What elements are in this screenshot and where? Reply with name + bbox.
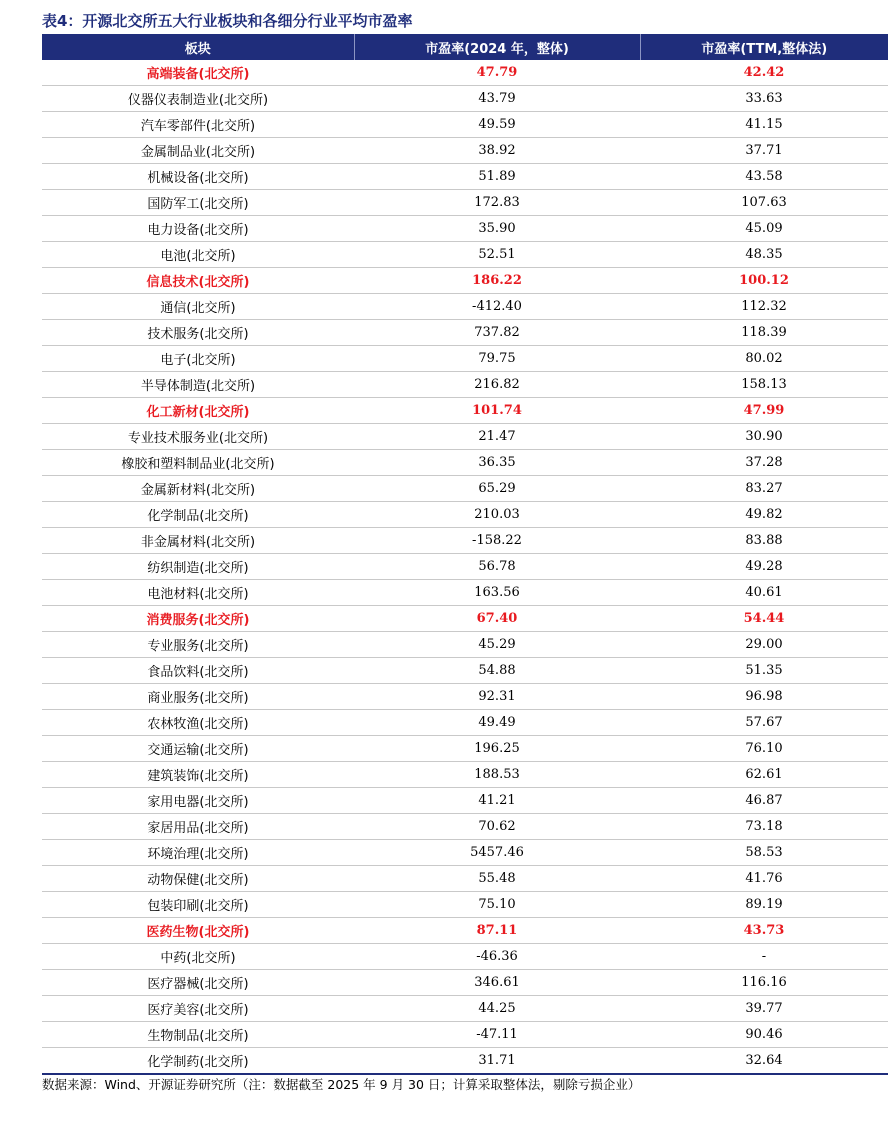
table-row (42, 840, 888, 866)
pe-2024-cell: 49.59 (354, 112, 640, 138)
pe-ttm-cell: 33.63 (640, 86, 888, 112)
industry-name-cell: 家用电器(北交所) (42, 788, 354, 814)
pe-2024-cell: 5457.46 (354, 840, 640, 866)
pe-ttm-cell: 49.28 (640, 554, 888, 580)
industry-name-cell: 专业服务(北交所) (42, 632, 354, 658)
industry-name-cell: 交通运输(北交所) (42, 736, 354, 762)
pe-2024-cell: 52.51 (354, 242, 640, 268)
table-row (42, 814, 888, 840)
industry-name-cell: 技术服务(北交所) (42, 320, 354, 346)
table-row (42, 970, 888, 996)
table-body (42, 60, 888, 1074)
pe-2024-cell: -46.36 (354, 944, 640, 970)
pe-ttm-cell: 62.61 (640, 762, 888, 788)
table-row (42, 346, 888, 372)
pe-2024-cell: 47.79 (354, 60, 640, 86)
industry-name-cell: 化工新材(北交所) (42, 398, 354, 424)
industry-name-cell: 信息技术(北交所) (42, 268, 354, 294)
source-note: 数据来源：Wind、开源证券研究所（注：数据截至 2025 年 9 月 30 日；计算采取整体法，剔除亏损企业） (42, 1077, 641, 1092)
table-row (42, 216, 888, 242)
header-row (42, 34, 888, 60)
pe-2024-cell: -47.11 (354, 1022, 640, 1048)
pe-ttm-cell: 39.77 (640, 996, 888, 1022)
pe-2024-cell: 186.22 (354, 268, 640, 294)
pe-ttm-cell: 83.27 (640, 476, 888, 502)
pe-ttm-cell: 80.02 (640, 346, 888, 372)
pe-2024-cell: -412.40 (354, 294, 640, 320)
pe-2024-cell: 163.56 (354, 580, 640, 606)
industry-name-cell: 生物制品(北交所) (42, 1022, 354, 1048)
industry-name-cell: 橡胶和塑料制品业(北交所) (42, 450, 354, 476)
pe-2024-cell: 49.49 (354, 710, 640, 736)
industry-name-cell: 消费服务(北交所) (42, 606, 354, 632)
pe-2024-cell: 21.47 (354, 424, 640, 450)
table-row (42, 580, 888, 606)
pe-ttm-cell: 83.88 (640, 528, 888, 554)
table-row (42, 424, 888, 450)
industry-name-cell: 医药生物(北交所) (42, 918, 354, 944)
table-row (42, 138, 888, 164)
pe-2024-cell: 196.25 (354, 736, 640, 762)
header-sector: 板块 (42, 34, 354, 60)
pe-2024-cell: 70.62 (354, 814, 640, 840)
industry-name-cell: 中药(北交所) (42, 944, 354, 970)
table-row (42, 294, 888, 320)
pe-ttm-cell: 76.10 (640, 736, 888, 762)
table-row (42, 112, 888, 138)
industry-name-cell: 非金属材料(北交所) (42, 528, 354, 554)
industry-name-cell: 环境治理(北交所) (42, 840, 354, 866)
pe-ttm-cell: 100.12 (640, 268, 888, 294)
pe-ttm-cell: 46.87 (640, 788, 888, 814)
pe-ttm-cell: 90.46 (640, 1022, 888, 1048)
pe-ttm-cell: 40.61 (640, 580, 888, 606)
industry-name-cell: 通信(北交所) (42, 294, 354, 320)
pe-2024-cell: 36.35 (354, 450, 640, 476)
table-row (42, 476, 888, 502)
industry-name-cell: 动物保健(北交所) (42, 866, 354, 892)
industry-name-cell: 医疗器械(北交所) (42, 970, 354, 996)
pe-ttm-cell: 29.00 (640, 632, 888, 658)
sector-row (42, 268, 888, 294)
industry-name-cell: 电力设备(北交所) (42, 216, 354, 242)
pe-2024-cell: 737.82 (354, 320, 640, 346)
pe-ttm-cell: 107.63 (640, 190, 888, 216)
industry-name-cell: 建筑装饰(北交所) (42, 762, 354, 788)
table-row (42, 944, 888, 970)
pe-ttm-cell: 158.13 (640, 372, 888, 398)
pe-ttm-cell: 118.39 (640, 320, 888, 346)
table-row (42, 242, 888, 268)
industry-name-cell: 农林牧渔(北交所) (42, 710, 354, 736)
pe-2024-cell: 45.29 (354, 632, 640, 658)
sector-row (42, 60, 888, 86)
pe-ttm-cell: 43.58 (640, 164, 888, 190)
header-pe-2024: 市盈率(2024 年，整体) (354, 34, 640, 60)
sector-row (42, 398, 888, 424)
industry-name-cell: 仪器仪表制造业(北交所) (42, 86, 354, 112)
table-header (42, 34, 888, 60)
pe-2024-cell: 67.40 (354, 606, 640, 632)
pe-ratio-table (42, 34, 888, 1075)
pe-2024-cell: 216.82 (354, 372, 640, 398)
pe-ttm-cell: 49.82 (640, 502, 888, 528)
table-row (42, 190, 888, 216)
pe-2024-cell: 101.74 (354, 398, 640, 424)
pe-2024-cell: 79.75 (354, 346, 640, 372)
pe-2024-cell: 172.83 (354, 190, 640, 216)
table-row (42, 528, 888, 554)
table-row (42, 684, 888, 710)
table-row (42, 632, 888, 658)
industry-name-cell: 化学制品(北交所) (42, 502, 354, 528)
pe-ttm-cell: 51.35 (640, 658, 888, 684)
pe-ttm-cell: 58.53 (640, 840, 888, 866)
industry-name-cell: 金属制品业(北交所) (42, 138, 354, 164)
pe-2024-cell: 35.90 (354, 216, 640, 242)
industry-name-cell: 机械设备(北交所) (42, 164, 354, 190)
pe-ttm-cell: - (640, 944, 888, 970)
pe-ttm-cell: 73.18 (640, 814, 888, 840)
pe-ttm-cell: 89.19 (640, 892, 888, 918)
industry-name-cell: 电池(北交所) (42, 242, 354, 268)
table-row (42, 762, 888, 788)
industry-name-cell: 专业技术服务业(北交所) (42, 424, 354, 450)
pe-2024-cell: 188.53 (354, 762, 640, 788)
table-row (42, 892, 888, 918)
table-row (42, 710, 888, 736)
industry-name-cell: 纺织制造(北交所) (42, 554, 354, 580)
pe-ttm-cell: 37.71 (640, 138, 888, 164)
table-row (42, 1022, 888, 1048)
sector-row (42, 606, 888, 632)
industry-name-cell: 国防军工(北交所) (42, 190, 354, 216)
table-row (42, 736, 888, 762)
industry-name-cell: 电池材料(北交所) (42, 580, 354, 606)
table-row (42, 450, 888, 476)
industry-name-cell: 汽车零部件(北交所) (42, 112, 354, 138)
pe-ttm-cell: 57.67 (640, 710, 888, 736)
pe-ttm-cell: 37.28 (640, 450, 888, 476)
industry-name-cell: 半导体制造(北交所) (42, 372, 354, 398)
pe-2024-cell: 31.71 (354, 1048, 640, 1075)
pe-ttm-cell: 41.76 (640, 866, 888, 892)
pe-ttm-cell: 54.44 (640, 606, 888, 632)
pe-2024-cell: 51.89 (354, 164, 640, 190)
pe-2024-cell: 38.92 (354, 138, 640, 164)
industry-name-cell: 金属新材料(北交所) (42, 476, 354, 502)
pe-2024-cell: 54.88 (354, 658, 640, 684)
pe-2024-cell: 55.48 (354, 866, 640, 892)
table-row (42, 866, 888, 892)
table-row (42, 1048, 888, 1075)
pe-2024-cell: 346.61 (354, 970, 640, 996)
pe-ttm-cell: 47.99 (640, 398, 888, 424)
table-row (42, 164, 888, 190)
header-pe-ttm: 市盈率(TTM,整体法) (640, 34, 888, 60)
table-row (42, 372, 888, 398)
table-row (42, 320, 888, 346)
sector-row (42, 918, 888, 944)
pe-ttm-cell: 30.90 (640, 424, 888, 450)
pe-2024-cell: 92.31 (354, 684, 640, 710)
table-row (42, 996, 888, 1022)
industry-name-cell: 电子(北交所) (42, 346, 354, 372)
table-row (42, 86, 888, 112)
pe-ttm-cell: 42.42 (640, 60, 888, 86)
industry-name-cell: 医疗美容(北交所) (42, 996, 354, 1022)
industry-name-cell: 高端装备(北交所) (42, 60, 354, 86)
pe-2024-cell: 65.29 (354, 476, 640, 502)
pe-2024-cell: 56.78 (354, 554, 640, 580)
table-title: 表4：开源北交所五大行业板块和各细分行业平均市盈率 (42, 12, 413, 30)
pe-ttm-cell: 116.16 (640, 970, 888, 996)
industry-name-cell: 包装印刷(北交所) (42, 892, 354, 918)
table-row (42, 502, 888, 528)
pe-ttm-cell: 48.35 (640, 242, 888, 268)
pe-ttm-cell: 43.73 (640, 918, 888, 944)
table-row (42, 658, 888, 684)
table-row (42, 788, 888, 814)
pe-2024-cell: 87.11 (354, 918, 640, 944)
pe-ttm-cell: 32.64 (640, 1048, 888, 1075)
pe-2024-cell: 210.03 (354, 502, 640, 528)
pe-ttm-cell: 45.09 (640, 216, 888, 242)
pe-2024-cell: 43.79 (354, 86, 640, 112)
pe-2024-cell: 41.21 (354, 788, 640, 814)
table-row (42, 554, 888, 580)
industry-name-cell: 商业服务(北交所) (42, 684, 354, 710)
pe-2024-cell: 44.25 (354, 996, 640, 1022)
industry-name-cell: 食品饮料(北交所) (42, 658, 354, 684)
industry-name-cell: 化学制药(北交所) (42, 1048, 354, 1075)
pe-ttm-cell: 41.15 (640, 112, 888, 138)
industry-name-cell: 家居用品(北交所) (42, 814, 354, 840)
pe-2024-cell: 75.10 (354, 892, 640, 918)
pe-2024-cell: -158.22 (354, 528, 640, 554)
pe-ttm-cell: 112.32 (640, 294, 888, 320)
pe-ttm-cell: 96.98 (640, 684, 888, 710)
